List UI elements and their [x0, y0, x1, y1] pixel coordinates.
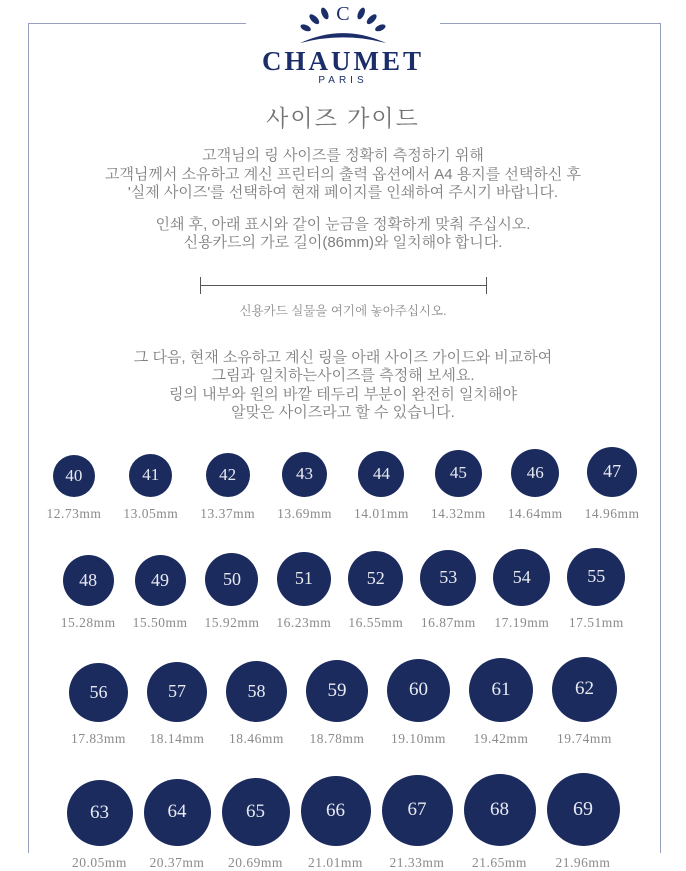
ring-diameter-label: 20.69mm: [228, 854, 283, 870]
ring-size-item: [306, 660, 368, 747]
ring-size-circle: 68: [464, 774, 536, 846]
intro-line: '실제 사이즈'를 선택하여 현재 페이지를 인쇄하여 주시기 바랍니다.: [127, 184, 559, 201]
ring-diameter-label: 14.32mm: [430, 505, 486, 521]
ring-size-circle: 43: [282, 452, 327, 497]
ring-size-item: [205, 553, 260, 631]
ring-size-circle: 53: [420, 550, 476, 606]
credit-card-ruler: [0, 277, 686, 319]
ring-size-circle: 60: [387, 659, 450, 722]
print-align-paragraph: [0, 216, 686, 253]
ring-size-item: [567, 548, 625, 631]
ring-diameter-label: 15.50mm: [132, 614, 188, 630]
ring-size-circle: 56: [69, 663, 128, 722]
ring-size-row: [0, 548, 686, 631]
ring-diameter-label: 13.05mm: [123, 505, 179, 521]
ring-size-item: [469, 658, 533, 747]
ring-size-item: [144, 779, 211, 871]
ring-size-circle: 69: [547, 773, 620, 846]
compare-line: 링의 내부와 원의 바깥 테두리 부분이 완전히 일치해야: [169, 385, 517, 403]
ring-size-grid: [0, 447, 686, 871]
ring-diameter-label: 15.92mm: [204, 614, 260, 630]
ring-size-circle: 50: [205, 553, 258, 606]
ring-size-item: [226, 661, 287, 747]
ring-diameter-label: 20.37mm: [149, 854, 205, 870]
print-align-line: 신용카드의 가로 길이(86mm)와 일치해야 합니다.: [183, 234, 503, 251]
ring-size-item: [431, 450, 486, 522]
page-title: 사이즈 가이드: [266, 105, 420, 131]
ring-diameter-label: 21.33mm: [389, 854, 445, 870]
ruler-bar: [201, 285, 486, 286]
ruler-measure-line: [200, 277, 487, 294]
ring-size-circle: 67: [382, 775, 453, 846]
ring-diameter-label: 14.96mm: [584, 505, 640, 521]
intro-line: 고객님의 링 사이즈를 정확히 측정하기 위해: [202, 147, 484, 164]
ring-size-circle: 46: [511, 449, 559, 497]
ring-size-row: [0, 447, 686, 522]
ring-size-item: [420, 550, 476, 631]
compare-line: 그 다음, 현재 소유하고 계신 링을 아래 사이즈 가이드와 비교하여: [133, 348, 553, 366]
ring-diameter-label: 18.78mm: [309, 730, 365, 746]
ring-size-item: [493, 549, 550, 631]
ring-diameter-label: 18.14mm: [149, 730, 205, 746]
ring-size-circle: 64: [144, 779, 211, 846]
compare-line: 알맞은 사이즈라고 할 수 있습니다.: [231, 404, 455, 421]
ring-size-circle: 41: [129, 454, 172, 497]
ring-size-circle: 55: [567, 548, 625, 606]
ring-size-circle: 57: [147, 662, 207, 722]
ring-diameter-label: 15.28mm: [60, 614, 116, 630]
ring-size-item: [301, 776, 371, 871]
ring-diameter-label: 21.01mm: [308, 854, 363, 870]
ring-diameter-label: 16.87mm: [420, 614, 476, 630]
ring-size-row: [0, 657, 686, 747]
ring-diameter-label: 19.42mm: [473, 730, 529, 746]
ring-size-item: [547, 773, 620, 871]
ring-size-circle: 44: [358, 451, 404, 497]
ring-size-circle: 62: [552, 657, 617, 722]
ring-size-item: [46, 455, 101, 522]
ring-size-item: [277, 452, 332, 522]
ring-diameter-label: 12.73mm: [46, 505, 102, 521]
ring-size-circle: 65: [222, 778, 290, 846]
ring-size-item: [123, 454, 178, 522]
ring-diameter-label: 19.10mm: [391, 730, 446, 746]
ring-diameter-label: 16.55mm: [348, 614, 404, 630]
ring-diameter-label: 17.19mm: [494, 614, 550, 630]
ring-size-circle: 40: [53, 455, 95, 497]
ring-size-item: [354, 451, 409, 522]
chaumet-logo: [246, 2, 440, 86]
ring-size-item: [133, 555, 188, 631]
ruler-caption: 신용카드 실물을 여기에 놓아주십시오.: [239, 303, 447, 318]
ring-size-item: [348, 551, 403, 631]
ring-diameter-label: 17.51mm: [568, 614, 624, 630]
chaumet-crown-icon: [295, 2, 391, 46]
ring-size-item: [585, 447, 640, 522]
ring-size-item: [382, 775, 453, 871]
ring-size-circle: 61: [469, 658, 533, 722]
ring-size-item: [222, 778, 290, 871]
ring-diameter-label: 14.64mm: [507, 505, 563, 521]
ring-size-row: [0, 773, 686, 871]
ring-size-circle: 66: [301, 776, 371, 846]
logo-monogram: C: [336, 3, 350, 26]
ring-size-circle: 54: [493, 549, 550, 606]
intro-paragraph: [0, 147, 686, 203]
ring-size-circle: 48: [63, 555, 114, 606]
ring-size-circle: 51: [277, 552, 331, 606]
ring-diameter-label: 13.69mm: [277, 505, 332, 521]
print-align-line: 인쇄 후, 아래 표시와 같이 눈금을 정확하게 맞춰 주십시오.: [155, 215, 531, 233]
ring-size-item: [276, 552, 331, 631]
intro-line: 고객님께서 소유하고 계신 프린터의 출력 옵션에서 A4 용지를 선택하신 후: [104, 165, 582, 183]
ring-size-item: [147, 662, 207, 747]
ring-size-circle: 63: [67, 780, 133, 846]
ring-diameter-label: 17.83mm: [71, 730, 126, 746]
ring-diameter-label: 21.65mm: [472, 854, 527, 870]
ring-diameter-label: 21.96mm: [555, 854, 611, 870]
brand-city: PARIS: [318, 75, 368, 86]
ring-size-circle: 49: [135, 555, 186, 606]
ring-diameter-label: 14.01mm: [354, 505, 409, 521]
ring-diameter-label: 18.46mm: [229, 730, 284, 746]
brand-name: CHAUMET: [262, 46, 424, 76]
compare-line: 그림과 일치하는사이즈를 측정해 보세요.: [211, 367, 475, 384]
ring-size-item: [69, 663, 128, 747]
ring-diameter-label: 19.74mm: [557, 730, 612, 746]
ring-size-item: [387, 659, 450, 747]
ring-size-circle: 45: [435, 450, 482, 497]
ring-size-circle: 42: [206, 453, 250, 497]
ring-diameter-label: 20.05mm: [72, 854, 127, 870]
ring-diameter-label: 16.23mm: [276, 614, 332, 630]
ring-size-item: [61, 555, 116, 631]
ring-size-item: [464, 774, 536, 871]
ring-size-item: [508, 449, 563, 522]
compare-paragraph: [0, 349, 686, 423]
ring-size-item: [200, 453, 255, 522]
ring-size-item: [67, 780, 133, 871]
ring-size-circle: 47: [587, 447, 637, 497]
ring-size-circle: 58: [226, 661, 287, 722]
ring-size-circle: 59: [306, 660, 368, 722]
ring-size-item: [552, 657, 617, 747]
ring-size-circle: 52: [348, 551, 403, 606]
ring-diameter-label: 13.37mm: [200, 505, 256, 521]
